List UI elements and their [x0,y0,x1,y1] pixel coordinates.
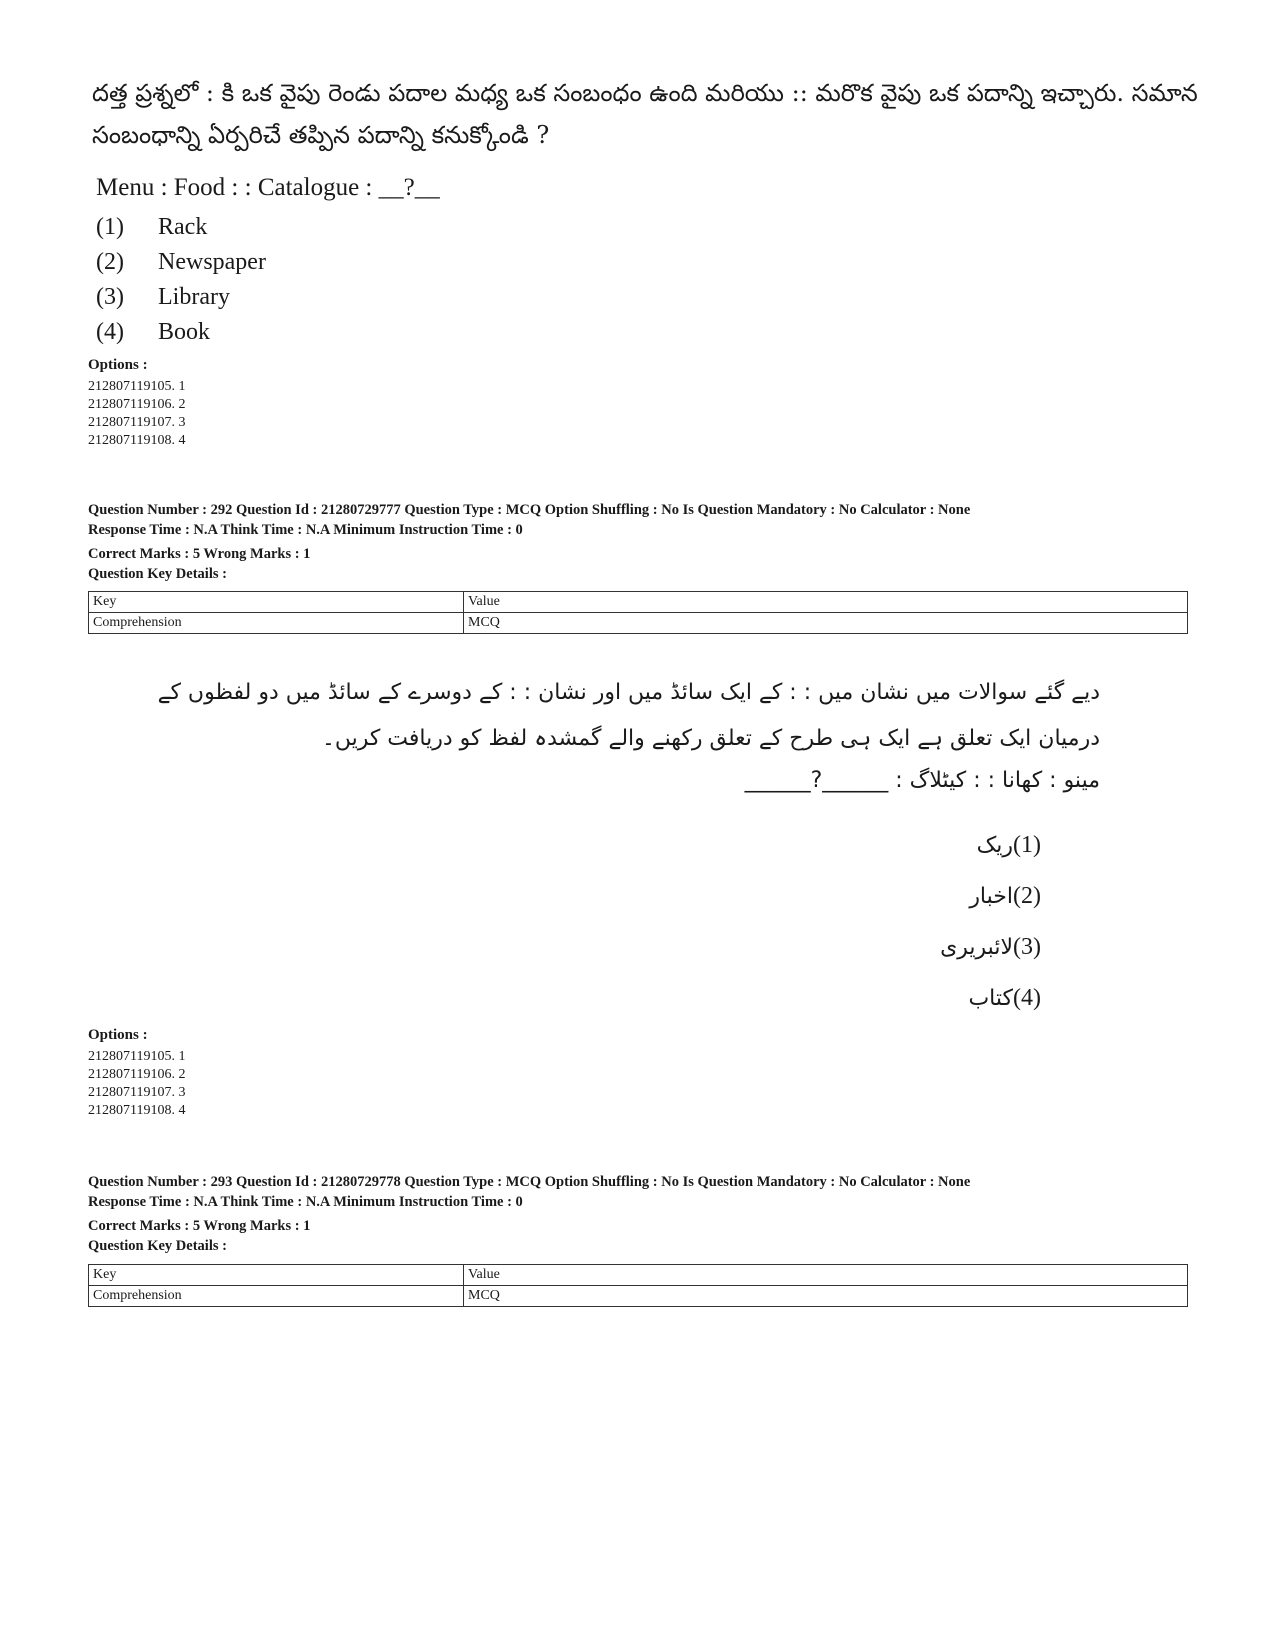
meta-line: Response Time : N.A Think Time : N.A Minimum Instruction Time : 0 [88,1194,523,1210]
table-row [89,1286,1188,1307]
table-cell: Comprehension [89,613,464,634]
option-row [940,973,1095,1024]
option-id: 212807119108. 4 [88,1103,186,1118]
meta-line: Response Time : N.A Think Time : N.A Minimum Instruction Time : 0 [88,522,523,538]
option-id: 212807119107. 3 [88,415,186,430]
option-number: (4) [1013,985,1041,1011]
table-row [89,1265,1188,1286]
option-number: (1) [96,214,124,240]
english-analogy: Menu : Food : : Catalogue : __?__ [96,174,440,201]
option-text: Book [158,319,211,345]
option-id: 212807119108. 4 [88,433,186,448]
table-row [89,613,1188,634]
urdu-question-text: دیے گئے سوالات میں نشان میں : : کے ایک سائڈ میں اور نشان : : کے دوسرے کے سائڈ میں دو لفظوں کے درمیان ایک تعلق ہے ایک ہی طرح کے تعلق رکھنے والے گمشدہ لفظ کو دریافت کریں۔ [157,680,1100,751]
key-value-table [88,591,1188,634]
option-row [96,284,266,319]
option-id: 212807119105. 1 [88,379,186,394]
key-value-table [88,1264,1188,1307]
option-number: (3) [1013,934,1041,960]
question-meta-292 [88,500,1198,584]
table-cell: Key [89,592,464,613]
options-title: Options : [88,357,148,373]
telugu-question-text: దత్త ప్రశ్నలో : కి ఒక వైపు రెండు పదాల మధ్య ఒక సంబంధం ఉంది మరియు :: మరొక వైపు ఒక పదాన్ని ఇచ్చారు. సమాన సంబంధాన్ని ఏర్పరిచే తప్పిన పదాన్ని కనుక్కోండి ? [92,79,1198,149]
urdu-option-list [940,820,1095,1024]
english-option-list [96,214,266,354]
marks-line: Correct Marks : 5 Wrong Marks : 1 [88,546,311,562]
option-number: (1) [1013,832,1041,858]
option-ids-block [88,356,185,450]
table-cell: Comprehension [89,1286,464,1307]
option-text: Library [158,284,230,310]
option-row [940,871,1095,922]
options-title: Options : [88,1027,148,1043]
meta-line: Question Number : 293 Question Id : 21280729778 Question Type : MCQ Option Shuffling : No Is Question Mandatory : No Calculator : None [88,1174,971,1190]
urdu-analogy: مینو : کھانا : : کیٹلاگ : ______?______ [744,768,1100,793]
table-row [89,592,1188,613]
key-details-label: Question Key Details : [88,566,227,582]
table-cell: MCQ [464,613,1188,634]
option-row [96,319,266,354]
option-text: اخبار [969,884,1013,909]
option-text: لائبریری [940,935,1013,960]
option-number: (4) [96,319,124,345]
option-number: (2) [96,249,124,275]
option-id: 212807119106. 2 [88,397,186,412]
question-meta-293 [88,1172,1198,1256]
table-cell: Value [464,1265,1188,1286]
table-cell: MCQ [464,1286,1188,1307]
meta-line: Question Number : 292 Question Id : 21280729777 Question Type : MCQ Option Shuffling : No Is Question Mandatory : No Calculator : None [88,502,971,518]
option-text: Rack [158,214,208,240]
option-number: (3) [96,284,124,310]
marks-line: Correct Marks : 5 Wrong Marks : 1 [88,1218,311,1234]
option-row [96,214,266,249]
table-cell: Value [464,592,1188,613]
option-row [940,922,1095,973]
option-id: 212807119107. 3 [88,1085,186,1100]
option-id: 212807119106. 2 [88,1067,186,1082]
option-ids-block [88,1026,185,1120]
option-text: ریک [976,833,1013,858]
option-row [940,820,1095,871]
option-text: کتاب [968,986,1013,1011]
option-row [96,249,266,284]
option-id: 212807119105. 1 [88,1049,186,1064]
table-cell: Key [89,1265,464,1286]
option-text: Newspaper [158,249,266,275]
option-number: (2) [1013,883,1041,909]
key-details-label: Question Key Details : [88,1238,227,1254]
